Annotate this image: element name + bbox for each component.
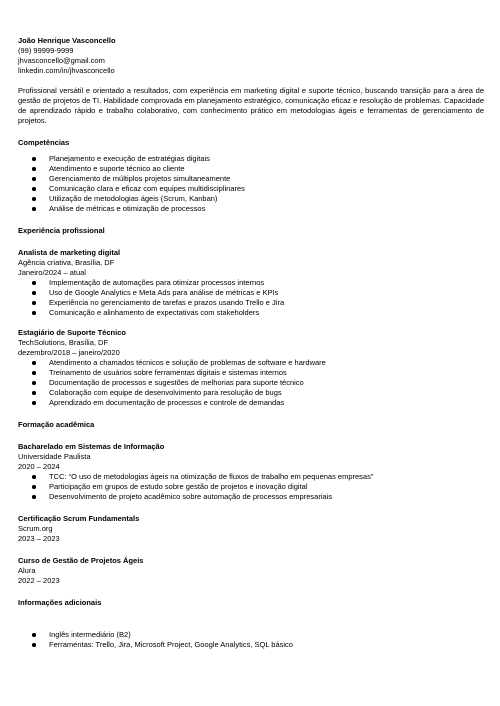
list-item: Atendimento e suporte técnico ao cliente	[18, 164, 484, 174]
bullet-icon	[32, 495, 36, 499]
list-item: Gerenciamento de múltiplos projetos simultaneamente	[18, 174, 484, 184]
list-item: Experiência no gerenciamento de tarefas e prazos usando Trello e Jira	[18, 298, 484, 308]
section-title-experiencia: Experiência profissional	[18, 226, 105, 235]
professional-summary: Profissional versátil e orientado a resultados, com experiência em marketing digital e suporte técnico, buscando transição para a área de gestão de projetos de TI. Habilidade comprovada em planejamento estratégico, comunicação eficaz e resolução de problemas. Capacidade de aprendizado rápido e trabalho colaborativo, com conhecimento prático em metodologias ágeis e ferramentas de gerenciamento de projetos.	[18, 86, 484, 125]
phone-number: (99) 99999-9999	[18, 46, 74, 55]
cert-period: 2022 – 2023	[18, 576, 60, 585]
bullet-icon	[32, 371, 36, 375]
bullet-icon	[32, 401, 36, 405]
list-item: Aprendizado em documentação de processos e controle de demandas	[18, 398, 484, 408]
list-item: Inglês intermediário (B2)	[18, 630, 484, 640]
bullet-icon	[32, 187, 36, 191]
bullet-icon	[32, 381, 36, 385]
cert-period: 2023 – 2023	[18, 534, 60, 543]
degree-period: 2020 – 2024	[18, 462, 60, 471]
list-item: Comunicação e alinhamento de expectativas com stakeholders	[18, 308, 484, 318]
bullet-icon	[32, 391, 36, 395]
cert-entry	[18, 514, 484, 544]
section-title-competencias: Competências	[18, 138, 70, 147]
bullet-icon	[32, 177, 36, 181]
job-role: Estagiário de Suporte Técnico	[18, 328, 126, 337]
degree-details-list	[18, 472, 484, 502]
bullet-icon	[32, 197, 36, 201]
degree-institution: Universidade Paulista	[18, 452, 91, 461]
job-period: dezembro/2018 – janeiro/2020	[18, 348, 120, 357]
list-item: Utilização de metodologias ágeis (Scrum, Kanban)	[18, 194, 484, 204]
list-item: Colaboração com equipe de desenvolvimento para resolução de bugs	[18, 388, 484, 398]
degree-title: Bacharelado em Sistemas de Informação	[18, 442, 165, 451]
candidate-name: João Henrique Vasconcello	[18, 36, 116, 45]
list-item: Desenvolvimento de projeto acadêmico sobre automação de processos empresariais	[18, 492, 484, 502]
email-address: jhvasconcello@gmail.com	[18, 56, 105, 65]
job-period: Janeiro/2024 – atual	[18, 268, 86, 277]
section-title-adicionais: Informações adicionais	[18, 598, 102, 607]
list-item: Atendimento a chamados técnicos e solução de problemas de software e hardware	[18, 358, 484, 368]
job-duties-list	[18, 278, 484, 318]
bullet-icon	[32, 361, 36, 365]
bullet-icon	[32, 475, 36, 479]
list-item: Uso de Google Analytics e Meta Ads para análise de métricas e KPIs	[18, 288, 484, 298]
list-item: TCC: “O uso de metodologias ágeis na otimização de fluxos de trabalho em pequenas empresas”	[18, 472, 484, 482]
list-item: Ferramentas: Trello, Jira, Microsoft Project, Google Analytics, SQL básico	[18, 640, 484, 650]
job-entry	[18, 248, 484, 318]
cert-institution: Alura	[18, 566, 36, 575]
bullet-icon	[32, 157, 36, 161]
job-duties-list	[18, 358, 484, 408]
bullet-icon	[32, 281, 36, 285]
bullet-icon	[32, 207, 36, 211]
adicionais-list	[18, 630, 484, 650]
list-item: Treinamento de usuários sobre ferramentas digitais e sistemas internos	[18, 368, 484, 378]
bullet-icon	[32, 301, 36, 305]
cert-title: Certificação Scrum Fundamentals	[18, 514, 140, 523]
contact-block	[18, 36, 484, 76]
bullet-icon	[32, 167, 36, 171]
bullet-icon	[32, 633, 36, 637]
job-role: Analista de marketing digital	[18, 248, 121, 257]
list-item: Documentação de processos e sugestões de melhorias para suporte técnico	[18, 378, 484, 388]
cert-institution: Scrum.org	[18, 524, 53, 533]
resume-page	[18, 36, 484, 650]
job-entry	[18, 328, 484, 408]
linkedin-url: linkedin.com/in/jhvasconcello	[18, 66, 115, 75]
list-item: Planejamento e execução de estratégias digitais	[18, 154, 484, 164]
list-item: Participação em grupos de estudo sobre gestão de projetos e inovação digital	[18, 482, 484, 492]
cert-title: Curso de Gestão de Projetos Ágeis	[18, 556, 144, 565]
job-company: Agência criativa, Brasília, DF	[18, 258, 115, 267]
competencias-list	[18, 154, 484, 214]
degree-entry	[18, 442, 484, 502]
bullet-icon	[32, 485, 36, 489]
cert-entry	[18, 556, 484, 586]
bullet-icon	[32, 643, 36, 647]
list-item: Análise de métricas e otimização de processos	[18, 204, 484, 214]
section-title-formacao: Formação acadêmica	[18, 420, 95, 429]
bullet-icon	[32, 291, 36, 295]
list-item: Implementação de automações para otimizar processos internos	[18, 278, 484, 288]
job-company: TechSolutions, Brasília, DF	[18, 338, 109, 347]
bullet-icon	[32, 311, 36, 315]
list-item: Comunicação clara e eficaz com equipes multidisciplinares	[18, 184, 484, 194]
